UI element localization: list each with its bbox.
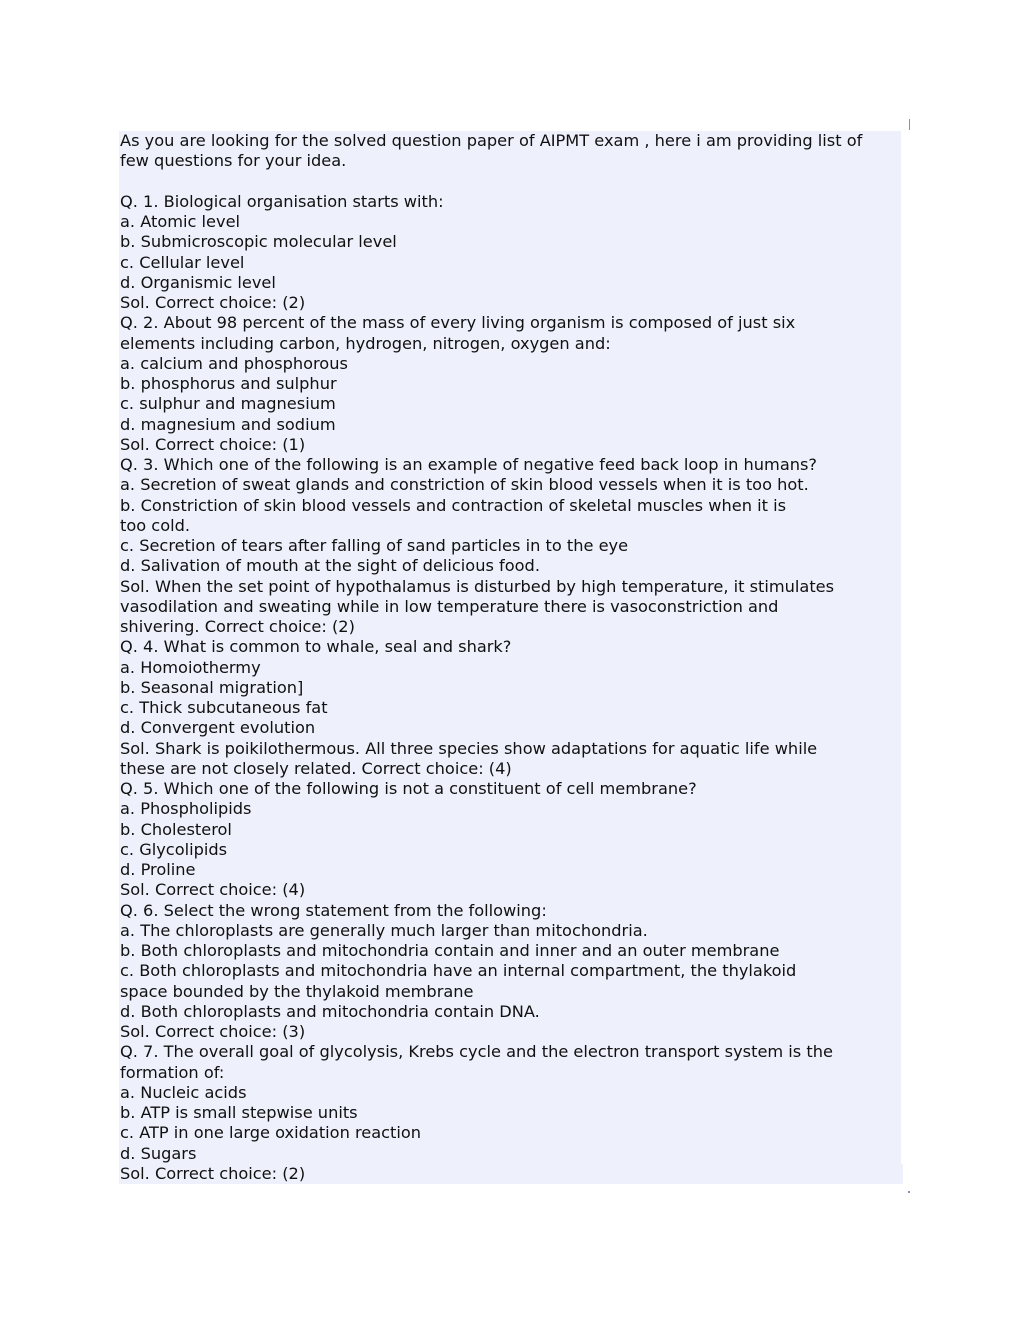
- q1-option-a: a. Atomic level: [120, 212, 241, 231]
- q4-solution-line-2: these are not closely related. Correct choice: (4): [120, 758, 512, 778]
- q7-option-c: c. ATP in one large oxidation reaction: [120, 1123, 422, 1143]
- q2-solution: Sol. Correct choice: (1): [120, 434, 306, 454]
- q3-option-a: a. Secretion of sweat glands and constriction of skin blood vessels when it is too hot.: [120, 475, 809, 495]
- q2-option-c: c. sulphur and magnesium: [120, 394, 336, 414]
- q6-option-c-line-2: space bounded by the thylakoid membrane: [120, 981, 474, 1001]
- intro-line-2: few questions for your idea.: [120, 151, 347, 171]
- q1-option-b: b. Submicroscopic molecular level: [120, 232, 397, 252]
- q2-option-b: b. phosphorus and sulphur: [120, 374, 337, 393]
- q6-option-a: a. The chloroplasts are generally much larger than mitochondria.: [120, 920, 648, 940]
- q5-option-d: d. Proline: [120, 860, 196, 879]
- document-body: [119, 131, 901, 1184]
- q1-solution: Sol. Correct choice: (2): [120, 293, 306, 312]
- q1-option-c: c. Cellular level: [120, 252, 245, 272]
- q3-option-b-line-1: b. Constriction of skin blood vessels and contraction of skeletal muscles when it is: [120, 495, 787, 515]
- q7-option-d: d. Sugars: [120, 1143, 197, 1163]
- q3-solution-line-1: Sol. When the set point of hypothalamus is disturbed by high temperature, it stimulates: [120, 576, 835, 596]
- q3-option-b-line-2: too cold.: [120, 515, 191, 535]
- q2-question-line-1: Q. 2. About 98 percent of the mass of every living organism is composed of just six: [120, 313, 796, 333]
- q4-option-a: a. Homoiothermy: [120, 657, 261, 677]
- q4-option-c: c. Thick subcutaneous fat: [120, 698, 328, 717]
- q7-question-line-1: Q. 7. The overall goal of glycolysis, Krebs cycle and the electron transport system is the: [120, 1042, 833, 1062]
- q4-question: Q. 4. What is common to whale, seal and shark?: [120, 637, 512, 657]
- q4-option-d: d. Convergent evolution: [120, 718, 316, 738]
- q7-question-line-2: formation of:: [120, 1062, 225, 1082]
- q1-option-d: d. Organismic level: [120, 272, 276, 292]
- q1-question: Q. 1. Biological organisation starts with:: [120, 191, 444, 211]
- q7-option-a: a. Nucleic acids: [120, 1082, 247, 1102]
- q7-solution: Sol. Correct choice: (2): [119, 1164, 903, 1184]
- margin-mark-bottom: [908, 1191, 910, 1193]
- q5-option-c: c. Glycolipids: [120, 839, 228, 859]
- q7-option-b: b. ATP is small stepwise units: [120, 1103, 358, 1122]
- q3-question: Q. 3. Which one of the following is an example of negative feed back loop in humans?: [120, 455, 818, 474]
- q4-solution-line-1: Sol. Shark is poikilothermous. All three species show adaptations for aquatic life while: [120, 738, 818, 758]
- q4-option-b: b. Seasonal migration]: [120, 677, 304, 697]
- q5-solution: Sol. Correct choice: (4): [120, 880, 306, 900]
- q3-option-c: c. Secretion of tears after falling of sand particles in to the eye: [120, 536, 629, 555]
- margin-mark-top: [909, 119, 910, 130]
- q5-option-a: a. Phospholipids: [120, 799, 252, 819]
- q5-question: Q. 5. Which one of the following is not a constituent of cell membrane?: [120, 779, 697, 798]
- q6-question: Q. 6. Select the wrong statement from the following:: [120, 900, 547, 920]
- q6-solution: Sol. Correct choice: (3): [120, 1022, 306, 1041]
- q3-solution-line-3: shivering. Correct choice: (2): [120, 617, 355, 636]
- q5-option-b: b. Cholesterol: [120, 819, 232, 839]
- q6-option-d: d. Both chloroplasts and mitochondria contain DNA.: [120, 1001, 540, 1021]
- q6-option-b: b. Both chloroplasts and mitochondria contain and inner and an outer membrane: [120, 941, 780, 960]
- q6-option-c-line-1: c. Both chloroplasts and mitochondria have an internal compartment, the thylakoid: [120, 961, 797, 981]
- q3-solution-line-2: vasodilation and sweating while in low temperature there is vasoconstriction and: [120, 596, 779, 616]
- intro-line-1: As you are looking for the solved question paper of AIPMT exam , here i am providing list of: [120, 131, 863, 150]
- blank-line: [119, 172, 901, 192]
- q2-question-line-2: elements including carbon, hydrogen, nitrogen, oxygen and:: [120, 333, 611, 353]
- q3-option-d: d. Salivation of mouth at the sight of delicious food.: [120, 556, 540, 576]
- q2-option-d: d. magnesium and sodium: [120, 414, 336, 434]
- q2-option-a: a. calcium and phosphorous: [120, 353, 348, 373]
